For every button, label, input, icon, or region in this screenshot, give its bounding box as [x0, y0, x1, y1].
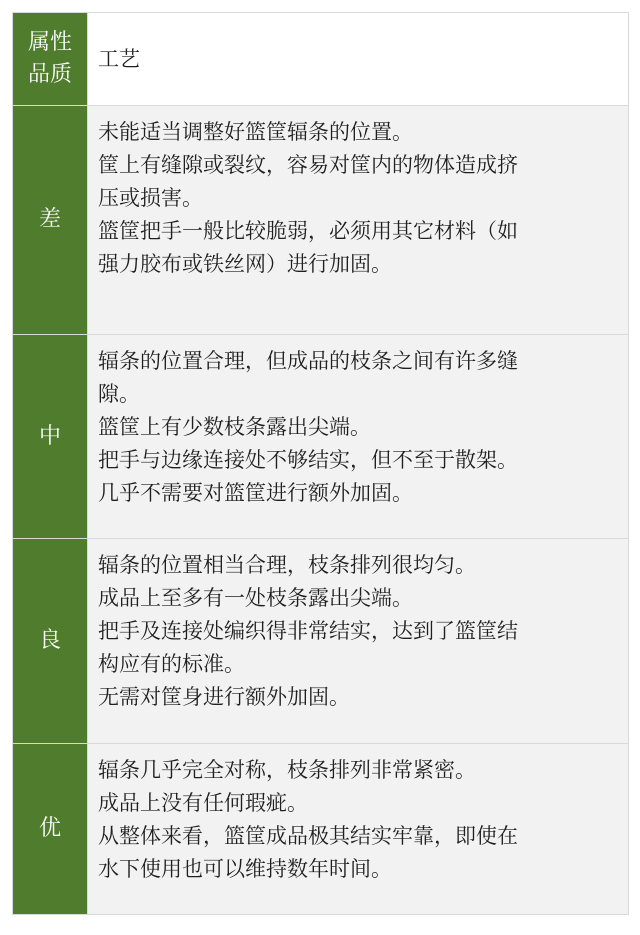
- table-row: [13, 539, 628, 744]
- description-line: 辐条的位置合理，但成品的枝条之间有许多缝: [98, 349, 518, 373]
- grade-label: 良: [13, 539, 88, 743]
- quality-table: [12, 12, 629, 915]
- header-label-line2: 品质: [27, 62, 72, 87]
- table-row: [13, 744, 628, 915]
- grade-description: [88, 335, 628, 538]
- description-line: 水下使用也可以维持数年时间。: [98, 857, 392, 881]
- description-line: 隙。: [98, 382, 140, 406]
- description-line: 强力胶布或铁丝网）进行加固。: [98, 252, 392, 276]
- header-content-cell: [88, 13, 628, 105]
- grade-label: 中: [13, 335, 88, 538]
- description-line: 构应有的标准。: [98, 652, 245, 676]
- grade-label: 差: [13, 106, 88, 334]
- table-header-row: [13, 13, 628, 106]
- header-label-cell: [13, 13, 88, 105]
- description-line: 几乎不需要对篮筐进行额外加固。: [98, 481, 413, 505]
- description-line: 无需对筐身进行额外加固。: [98, 685, 350, 709]
- grade-label: 优: [13, 744, 88, 914]
- header-content: 工艺: [98, 46, 140, 71]
- header-label-line1: 属性: [27, 30, 72, 55]
- grade-description: [88, 539, 628, 743]
- description-line: 把手与边缘连接处不够结实，但不至于散架。: [98, 448, 518, 472]
- description-line: 辐条的位置相当合理，枝条排列很均匀。: [98, 553, 476, 577]
- description-line: 从整体来看，篮筐成品极其结实牢靠，即使在: [98, 824, 518, 848]
- description-line: 筐上有缝隙或裂纹，容易对筐内的物体造成挤: [98, 153, 518, 177]
- description-line: 辐条几乎完全对称，枝条排列非常紧密。: [98, 758, 476, 782]
- grade-description: [88, 744, 628, 914]
- description-line: 成品上至多有一处枝条露出尖端。: [98, 586, 413, 610]
- table-row: [13, 106, 628, 335]
- grade-description: [88, 106, 628, 334]
- description-line: 把手及连接处编织得非常结实，达到了篮筐结: [98, 619, 518, 643]
- table-row: [13, 335, 628, 539]
- description-line: 篮筐上有少数枝条露出尖端。: [98, 415, 371, 439]
- description-line: 篮筐把手一般比较脆弱，必须用其它材料（如: [98, 219, 518, 243]
- description-line: 未能适当调整好篮筐辐条的位置。: [98, 120, 413, 144]
- description-line: 成品上没有任何瑕疵。: [98, 791, 308, 815]
- description-line: 压或损害。: [98, 186, 203, 210]
